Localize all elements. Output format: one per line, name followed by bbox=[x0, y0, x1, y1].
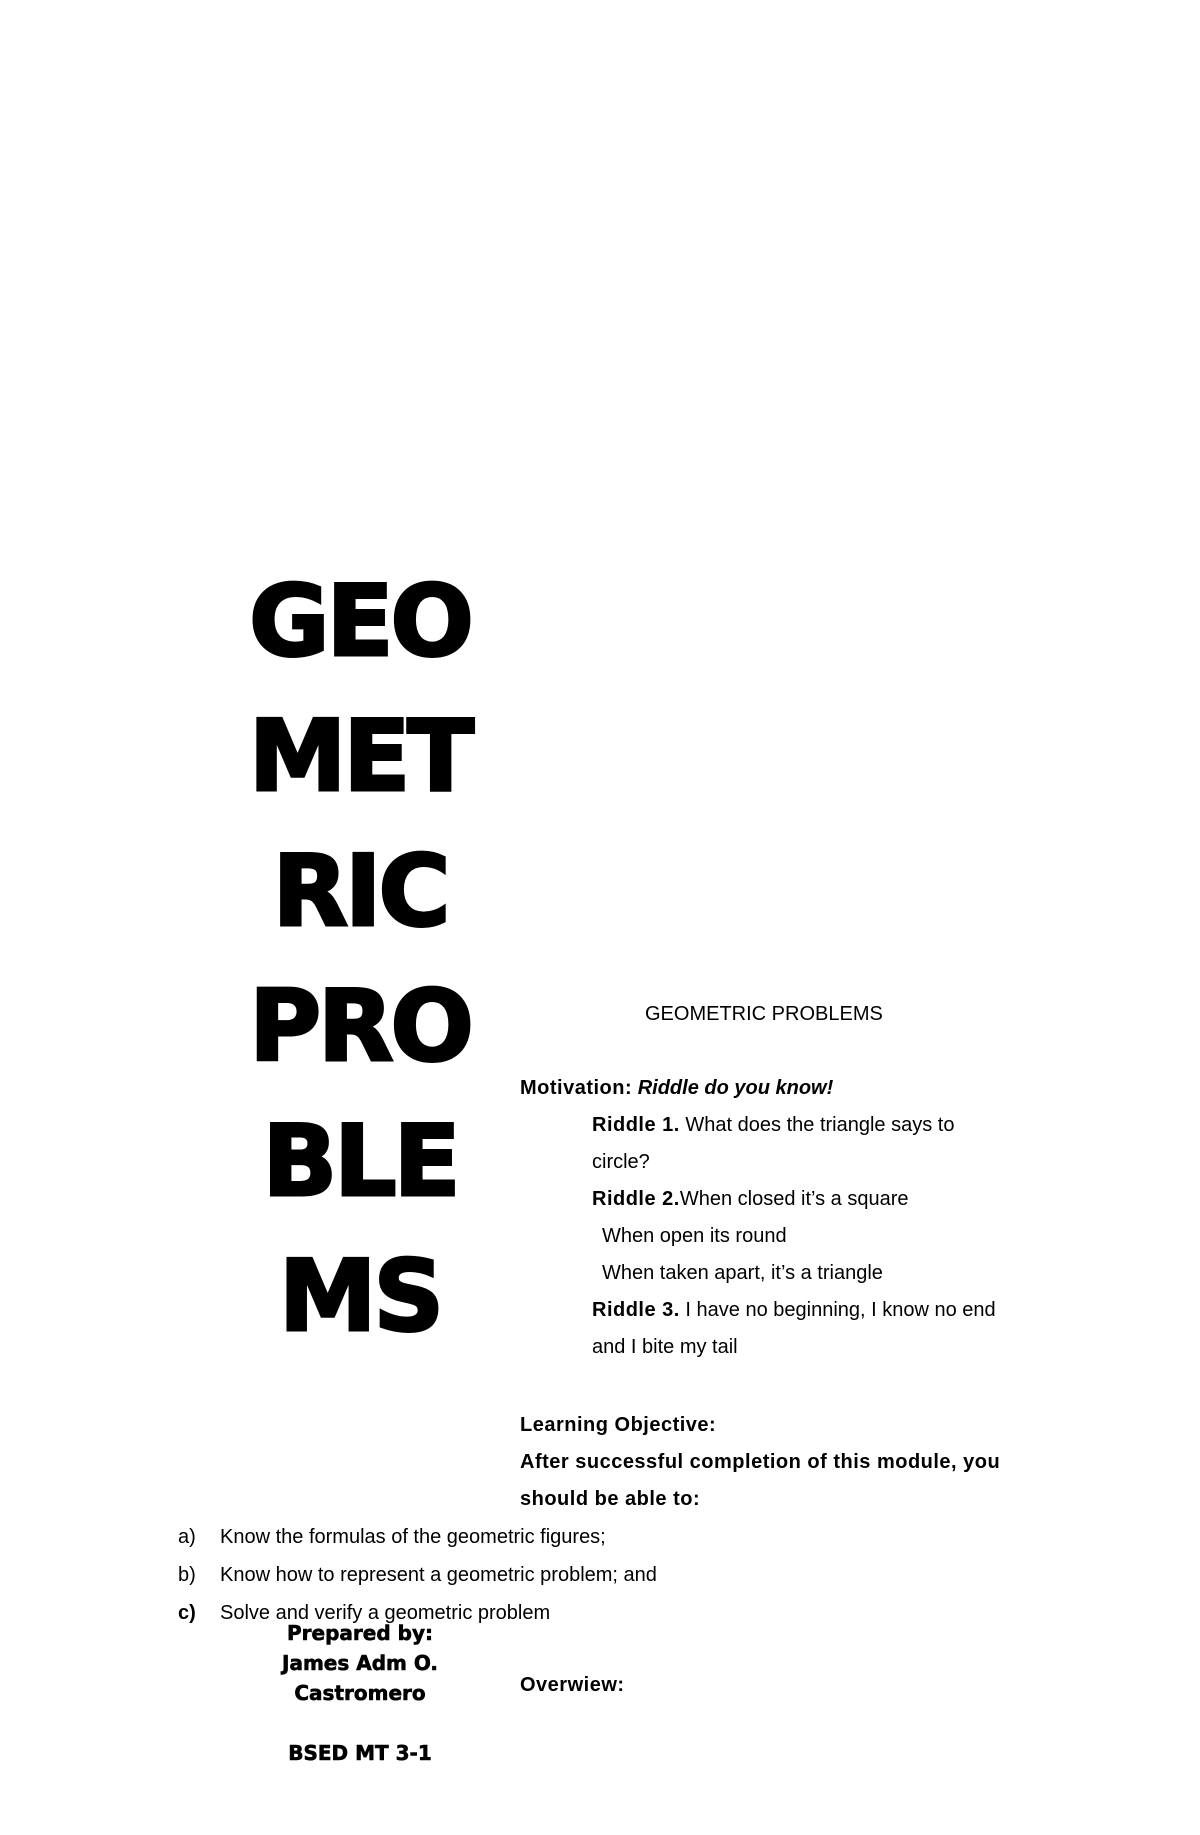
riddle-3 bbox=[592, 1292, 996, 1329]
riddle-1-continuation: circle? bbox=[592, 1151, 650, 1173]
document-title: GEOMETRIC PROBLEMS bbox=[645, 1003, 883, 1025]
motivation-label: Motivation: bbox=[520, 1077, 633, 1099]
cover-title-line: MET bbox=[248, 700, 472, 814]
objective-intro-line: After successful completion of this module, you bbox=[520, 1451, 1001, 1473]
riddle-1 bbox=[592, 1107, 996, 1144]
riddle-text: When closed it’s a square bbox=[679, 1188, 909, 1210]
cover-title-line: MS bbox=[278, 1240, 442, 1354]
objective-intro-line: should be able to: bbox=[520, 1488, 701, 1510]
riddle-label: Riddle 1. bbox=[592, 1114, 680, 1136]
list-marker: b) bbox=[178, 1564, 196, 1586]
list-item bbox=[178, 1556, 657, 1594]
cover-title-line: RIC bbox=[272, 835, 448, 949]
motivation-heading bbox=[520, 1070, 833, 1107]
list-marker: a) bbox=[178, 1526, 196, 1548]
author-section: BSED MT 3-1 bbox=[288, 1741, 432, 1765]
cover-title bbox=[180, 555, 540, 1365]
cover-title-line: PRO bbox=[249, 970, 471, 1084]
list-item-text: Know how to represent a geometric problem; and bbox=[220, 1564, 657, 1586]
prepared-by-label: Prepared by: bbox=[287, 1621, 433, 1645]
riddle-text: I have no beginning, I know no end bbox=[679, 1299, 996, 1321]
riddle-2 bbox=[592, 1181, 996, 1218]
cover-title-line: BLE bbox=[262, 1105, 458, 1219]
riddle-text: What does the triangle says to bbox=[679, 1114, 955, 1136]
riddle-3-continuation: and I bite my tail bbox=[592, 1336, 738, 1358]
list-item-text: Solve and verify a geometric problem bbox=[220, 1602, 551, 1624]
objective-heading: Learning Objective: bbox=[520, 1414, 717, 1436]
riddle-2-continuation: When open its round bbox=[602, 1225, 787, 1247]
riddle-label: Riddle 2. bbox=[592, 1188, 680, 1210]
cover-title-line: GEO bbox=[249, 565, 471, 679]
author-name: Castromero bbox=[294, 1681, 426, 1705]
riddle-label: Riddle 3. bbox=[592, 1299, 680, 1321]
list-item bbox=[178, 1518, 657, 1556]
overview-heading: Overwiew: bbox=[520, 1674, 625, 1696]
motivation-text: Riddle do you know! bbox=[637, 1077, 834, 1099]
author-name: James Adm O. bbox=[282, 1651, 438, 1675]
list-item-text: Know the formulas of the geometric figures; bbox=[220, 1526, 606, 1548]
list-marker: c) bbox=[178, 1602, 196, 1624]
riddle-list bbox=[592, 1107, 996, 1366]
prepared-by-block bbox=[230, 1618, 490, 1768]
riddle-2-continuation: When taken apart, it’s a triangle bbox=[602, 1262, 883, 1284]
learning-objective bbox=[520, 1407, 1000, 1518]
objective-list bbox=[178, 1518, 657, 1632]
